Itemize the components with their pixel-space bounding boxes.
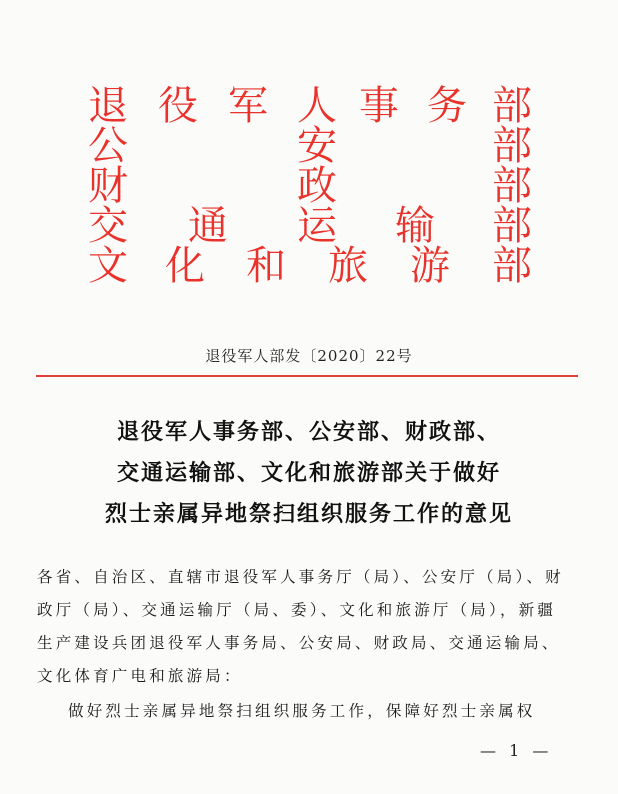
header-row-finance <box>0 164 618 208</box>
header-char: 公 <box>88 123 128 169</box>
header-row-veterans-affairs <box>0 84 618 128</box>
header-char: 役 <box>158 83 198 129</box>
header-char: 交 <box>88 203 128 249</box>
header-char: 务 <box>427 83 467 129</box>
header-char: 化 <box>165 243 205 289</box>
document-title-line-2: 交通运输部、文化和旅游部关于做好 <box>116 461 501 486</box>
header-char: 政 <box>297 163 337 209</box>
document-title-line-3: 烈士亲属异地祭扫组织服务工作的意见 <box>104 502 513 527</box>
header-char: 和 <box>246 243 286 289</box>
header-char: 安 <box>297 123 337 169</box>
header-char: 退 <box>88 83 128 129</box>
header-char: 部 <box>492 83 532 129</box>
addressee-line-2: 政厅（局）、交通运输厅（局、委）、文化和旅游厅（局），新疆 <box>37 601 557 619</box>
header-char: 军 <box>228 83 268 129</box>
header-char: 事 <box>359 83 399 129</box>
header-char: 财 <box>88 163 128 209</box>
header-char: 部 <box>492 123 532 169</box>
header-char: 部 <box>492 243 532 289</box>
addressee-line-4: 文化体育广电和旅游局： <box>37 667 243 685</box>
document-number: 退役军人部发〔2020〕22号 <box>205 347 413 365</box>
header-char: 文 <box>88 243 128 289</box>
paragraph-1-line-1: 做好烈士亲属异地祭扫组织服务工作，保障好烈士亲属权 <box>68 702 536 720</box>
header-char: 运 <box>297 203 337 249</box>
header-char: 部 <box>492 203 532 249</box>
addressee-line-3: 生产建设兵团退役军人事务局、公安局、财政局、交通运输局、 <box>37 634 561 652</box>
header-char: 人 <box>297 83 337 129</box>
header-char: 通 <box>188 203 228 249</box>
header-char: 旅 <box>328 243 368 289</box>
header-row-culture-tourism <box>0 244 618 288</box>
header-char: 游 <box>410 243 450 289</box>
header-row-transport <box>0 204 618 248</box>
header-char: 部 <box>492 163 532 209</box>
addressee-line-1: 各省、自治区、直辖市退役军人事务厅（局）、公安厅（局）、财 <box>37 568 564 586</box>
page-number: — 1 — <box>480 741 553 760</box>
document-title-line-1: 退役军人事务部、公安部、财政部、 <box>116 420 501 445</box>
red-separator-line <box>36 375 578 377</box>
header-char: 输 <box>395 203 435 249</box>
header-row-public-security <box>0 124 618 168</box>
